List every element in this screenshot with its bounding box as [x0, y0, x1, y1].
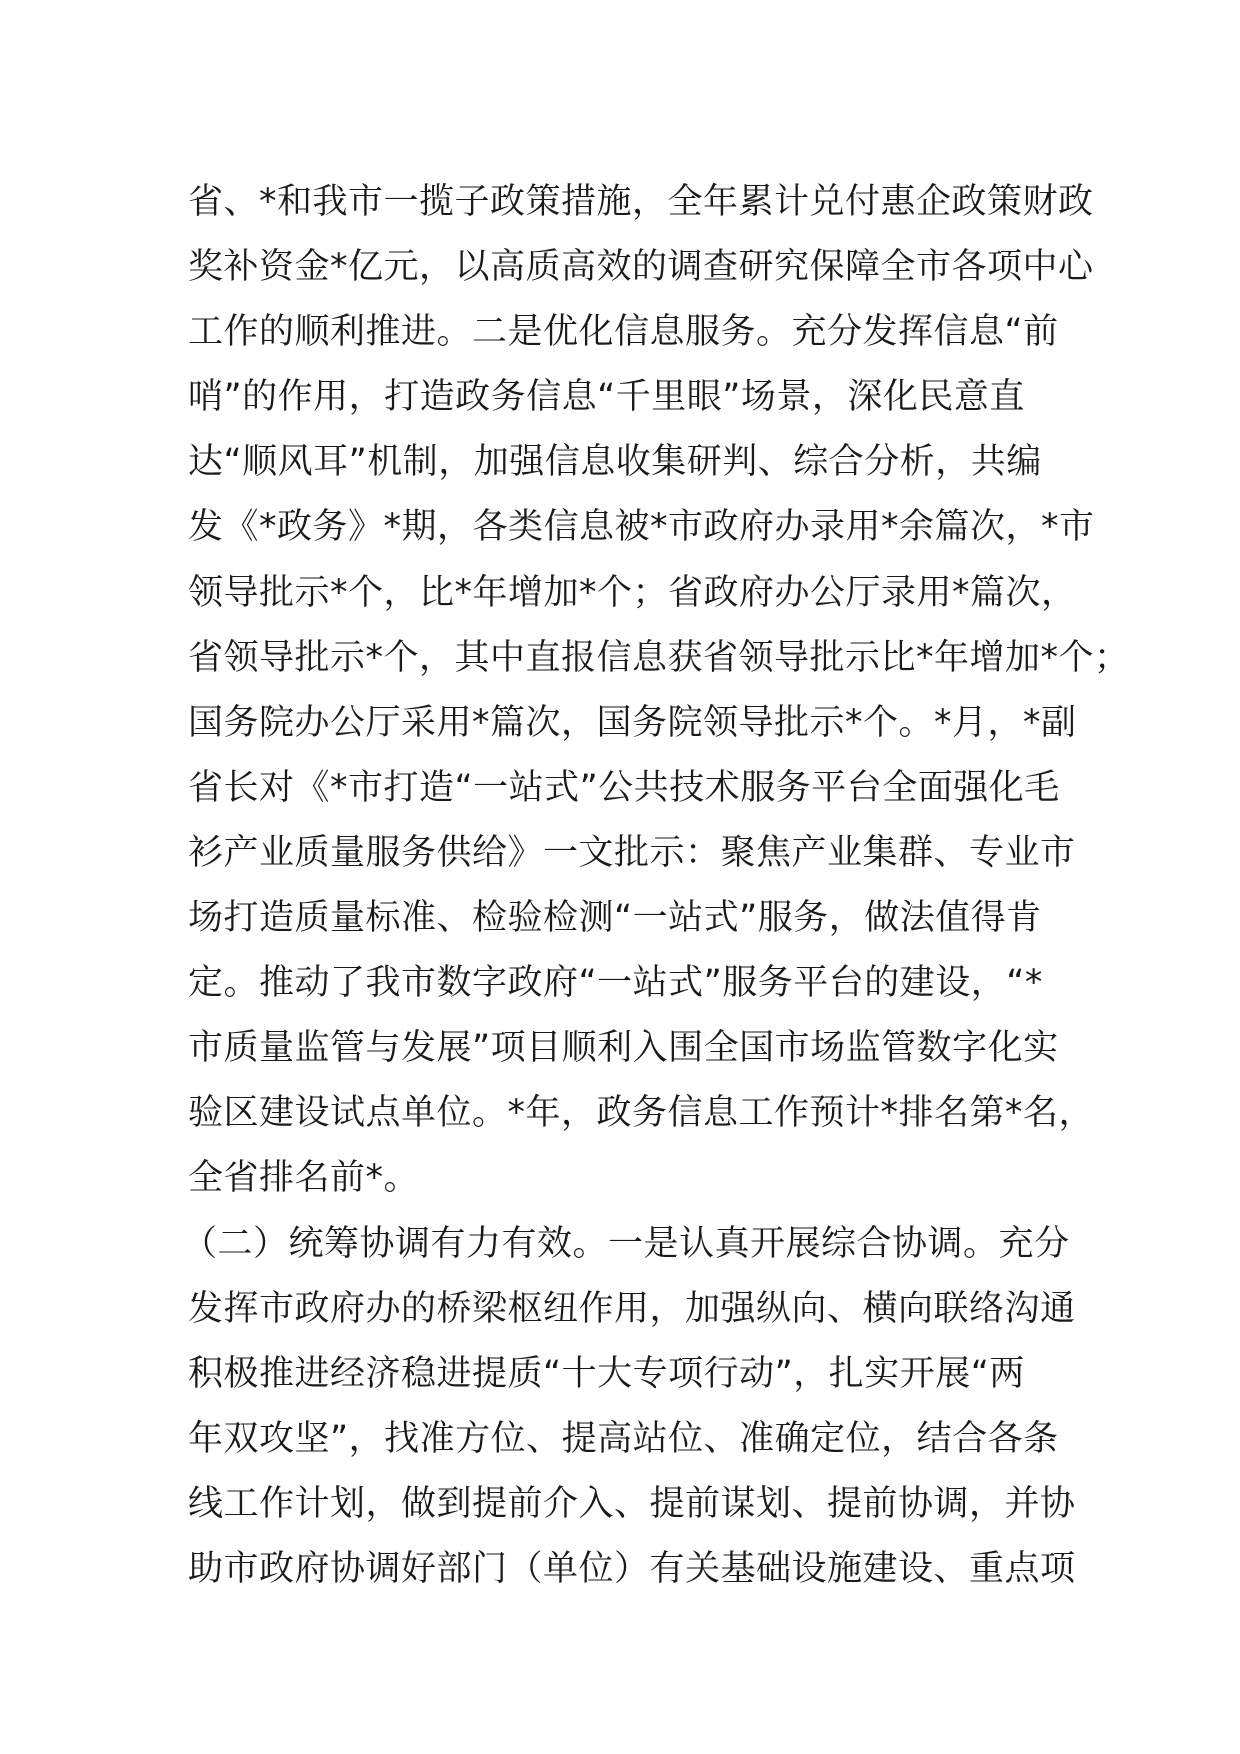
text-line: 线工作计划，做到提前介入、提前谋划、提前协调，并协 — [188, 1483, 1076, 1524]
text-line: 达“顺风耳”机制，加强信息收集研判、综合分析，共编 — [188, 442, 1042, 483]
text-line: 奖补资金*亿元，以高质高效的调查研究保障全市各项中心 — [188, 247, 1094, 288]
text-line: 市质量监管与发展”项目顺利入围全国市场监管数字化实 — [188, 1028, 1059, 1069]
text-line: 验区建设试点单位。*年，政务信息工作预计*排名第*名， — [188, 1093, 1095, 1134]
text-line: 领导批示*个，比*年增加*个；省政府办公厅录用*篇次， — [188, 572, 1077, 613]
text-line: 发挥市政府办的桥梁枢纽作用，加强纵向、横向联络沟通 — [188, 1288, 1076, 1329]
text-line: 发《*政务》*期，各类信息被*市政府办录用*余篇次，*市 — [188, 507, 1095, 548]
text-line: 省领导批示*个，其中直报信息获省领导批示比*年增加*个； — [188, 637, 1130, 678]
text-line: 场打造质量标准、检验检测“一站式”服务，做法值得肯 — [188, 898, 1042, 939]
text-line: 省长对《*市打造“一站式”公共技术服务平台全面强化毛 — [188, 767, 1060, 808]
text-line: 定。推动了我市数字政府“一站式”服务平台的建设，“* — [188, 963, 1043, 1004]
text-line: 积极推进经济稳进提质“十大专项行动”，扎实开展“两 — [188, 1353, 1025, 1394]
text-line: 国务院办公厅采用*篇次，国务院领导批示*个。*月，*副 — [188, 702, 1077, 743]
text-line: 工作的顺利推进。二是优化信息服务。充分发挥信息“前 — [188, 312, 1059, 353]
text-line: 哨”的作用，打造政务信息“千里眼”场景，深化民意直 — [188, 377, 1025, 418]
text-line: 衫产业质量服务供给》一文批示：聚焦产业集群、专业市 — [188, 832, 1076, 873]
text-line: 省、*和我市一揽子政策措施，全年累计兑付惠企政策财政 — [188, 182, 1094, 222]
section-heading-line: （二）统筹协调有力有效。一是认真开展综合协调。充分 — [182, 1223, 1070, 1264]
text-line: 年双攻坚”，找准方位、提高站位、准确定位，结合各条 — [188, 1418, 1059, 1459]
body-text — [182, 170, 1130, 1602]
text-line: 全省排名前*。 — [188, 1158, 420, 1199]
text-line: 助市政府协调好部门（单位）有关基础设施建设、重点项 — [188, 1548, 1076, 1589]
